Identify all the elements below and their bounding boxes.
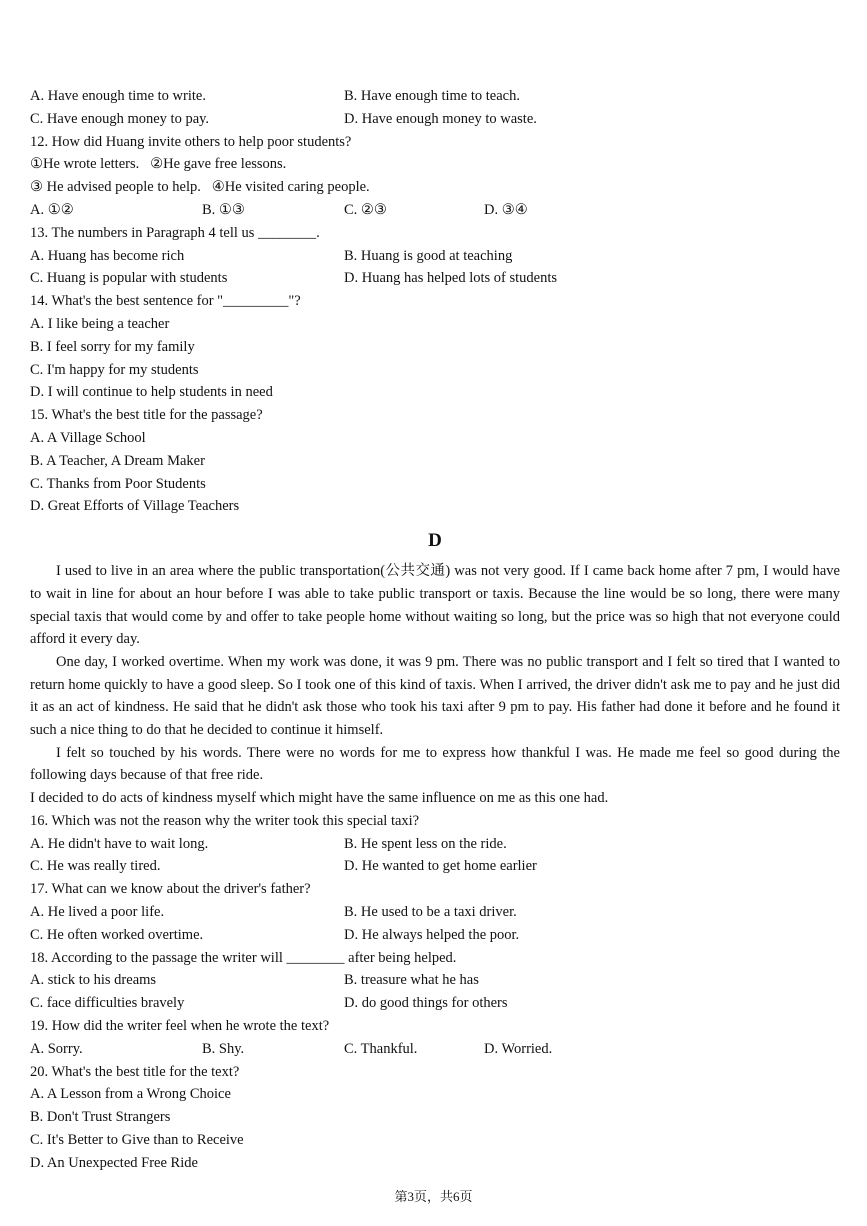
q12-items-row-2 xyxy=(30,176,840,199)
q17-options-row-2 xyxy=(30,924,840,947)
q14-option-b: B. I feel sorry for my family xyxy=(30,338,195,355)
q14-option-a: A. I like being a teacher xyxy=(30,315,170,332)
q13-option-c: C. Huang is popular with students xyxy=(30,270,228,287)
q18-stem: 18. According to the passage the writer will ________ after being helped. xyxy=(30,949,457,966)
q12-item-4: ④He visited caring people. xyxy=(211,179,370,196)
q12-stem: 12. How did Huang invite others to help poor students? xyxy=(30,133,352,150)
q15-option-d: D. Great Efforts of Village Teachers xyxy=(30,498,240,515)
q19-option-c: C. Thankful. xyxy=(344,1040,418,1057)
q20-option-c: C. It's Better to Give than to Receive xyxy=(30,1132,244,1149)
q12-items-row-1 xyxy=(30,153,840,176)
q11-option-a: A. Have enough time to write. xyxy=(30,88,206,104)
q16-options-row-2 xyxy=(30,855,840,878)
q15-stem: 15. What's the best title for the passage? xyxy=(30,407,263,424)
q12-option-d: D. ③④ xyxy=(484,201,528,218)
q11-options-row-1 xyxy=(30,85,840,108)
q15-option-b: B. A Teacher, A Dream Maker xyxy=(30,452,205,469)
q12-option-b: B. ①③ xyxy=(202,201,245,218)
q18-options-row-1 xyxy=(30,969,840,992)
q16-option-b: B. He spent less on the ride. xyxy=(344,835,507,852)
passage-paragraph-1: I used to live in an area where the public transportation(公共交通) was not very good. If I came back home after 7 pm, I would have to wait in line for about an hour before I was able to take public transport or taxis. Because the line would be so long, there were many special taxis that would come by and offer to take people home without waiting so long, but the price was so high that not everyone could afford it every day. xyxy=(30,563,840,648)
q18-option-b: B. treasure what he has xyxy=(344,972,479,989)
q12-option-a: A. ①② xyxy=(30,201,74,218)
q13-stem: 13. The numbers in Paragraph 4 tell us ________. xyxy=(30,224,320,241)
q14-option-c: C. I'm happy for my students xyxy=(30,361,199,378)
q12-item-3: ③ He advised people to help. xyxy=(30,179,201,196)
page-footer: 第3页，共6页 xyxy=(394,1189,473,1204)
q16-option-a: A. He didn't have to wait long. xyxy=(30,835,209,852)
q17-option-b: B. He used to be a taxi driver. xyxy=(344,904,517,921)
q13-options-row-2 xyxy=(30,267,840,290)
q14-option-d: D. I will continue to help students in need xyxy=(30,384,273,401)
q13-option-b: B. Huang is good at teaching xyxy=(344,247,513,264)
q20-stem: 20. What's the best title for the text? xyxy=(30,1063,240,1080)
q20-option-d: D. An Unexpected Free Ride xyxy=(30,1154,198,1171)
q11-option-d: D. Have enough money to waste. xyxy=(344,110,537,127)
q18-option-c: C. face difficulties bravely xyxy=(30,995,185,1012)
q17-option-a: A. He lived a poor life. xyxy=(30,904,165,921)
q18-options-row-2 xyxy=(30,992,840,1015)
passage-paragraph-4: I decided to do acts of kindness myself which might have the same influence on me as this one had. xyxy=(30,790,609,807)
q11-options-row-2 xyxy=(30,108,840,131)
q16-options-row-1 xyxy=(30,833,840,856)
q17-stem: 17. What can we know about the driver's father? xyxy=(30,881,311,898)
q12-options xyxy=(30,199,840,222)
q18-option-d: D. do good things for others xyxy=(344,995,508,1012)
q20-option-b: B. Don't Trust Strangers xyxy=(30,1109,171,1126)
passage-paragraph-2: One day, I worked overtime. When my work was done, it was 9 pm. There was no public transport and I felt so tired that I wanted to return home quickly to have a good sleep. So I took one of this kind of taxis. When I arrived, the driver didn't ask me to pay and he just did it as an act of kindness. He said that he didn't ask those who took his taxi after 9 pm to pay. His father had done it before and he found it such a nice thing to do that he decided to continue it himself. xyxy=(30,653,840,739)
q12-option-c: C. ②③ xyxy=(344,201,387,218)
q18-option-a: A. stick to his dreams xyxy=(30,972,157,989)
q13-option-a: A. Huang has become rich xyxy=(30,247,185,264)
q19-stem: 19. How did the writer feel when he wrote the text? xyxy=(30,1018,330,1035)
q14-stem: 14. What's the best sentence for "_________"? xyxy=(30,293,301,310)
q11-option-c: C. Have enough money to pay. xyxy=(30,110,210,127)
q16-option-d: D. He wanted to get home earlier xyxy=(344,858,537,875)
q17-option-c: C. He often worked overtime. xyxy=(30,926,204,943)
q19-options xyxy=(30,1038,840,1061)
exam-page xyxy=(30,85,840,1175)
q12-item-1: ①He wrote letters. xyxy=(30,156,140,173)
passage-paragraph-3: I felt so touched by his words. There were no words for me to express how thankful I was. He made me feel so good during the following days because of that free ride. xyxy=(30,744,840,784)
q19-option-a: A. Sorry. xyxy=(30,1040,83,1057)
q12-item-2: ②He gave free lessons. xyxy=(150,156,287,173)
q19-option-b: B. Shy. xyxy=(202,1040,245,1057)
q16-option-c: C. He was really tired. xyxy=(30,858,161,875)
q16-stem: 16. Which was not the reason why the writer took this special taxi? xyxy=(30,812,420,829)
q13-option-d: D. Huang has helped lots of students xyxy=(344,270,558,287)
q13-options-row-1 xyxy=(30,245,840,268)
q17-options-row-1 xyxy=(30,901,840,924)
q11-option-b: B. Have enough time to teach. xyxy=(344,88,520,104)
q15-option-a: A. A Village School xyxy=(30,429,146,446)
q19-option-d: D. Worried. xyxy=(484,1040,553,1057)
q17-option-d: D. He always helped the poor. xyxy=(344,926,520,943)
q15-option-c: C. Thanks from Poor Students xyxy=(30,475,206,492)
section-heading: D xyxy=(428,530,442,552)
q20-option-a: A. A Lesson from a Wrong Choice xyxy=(30,1086,231,1103)
